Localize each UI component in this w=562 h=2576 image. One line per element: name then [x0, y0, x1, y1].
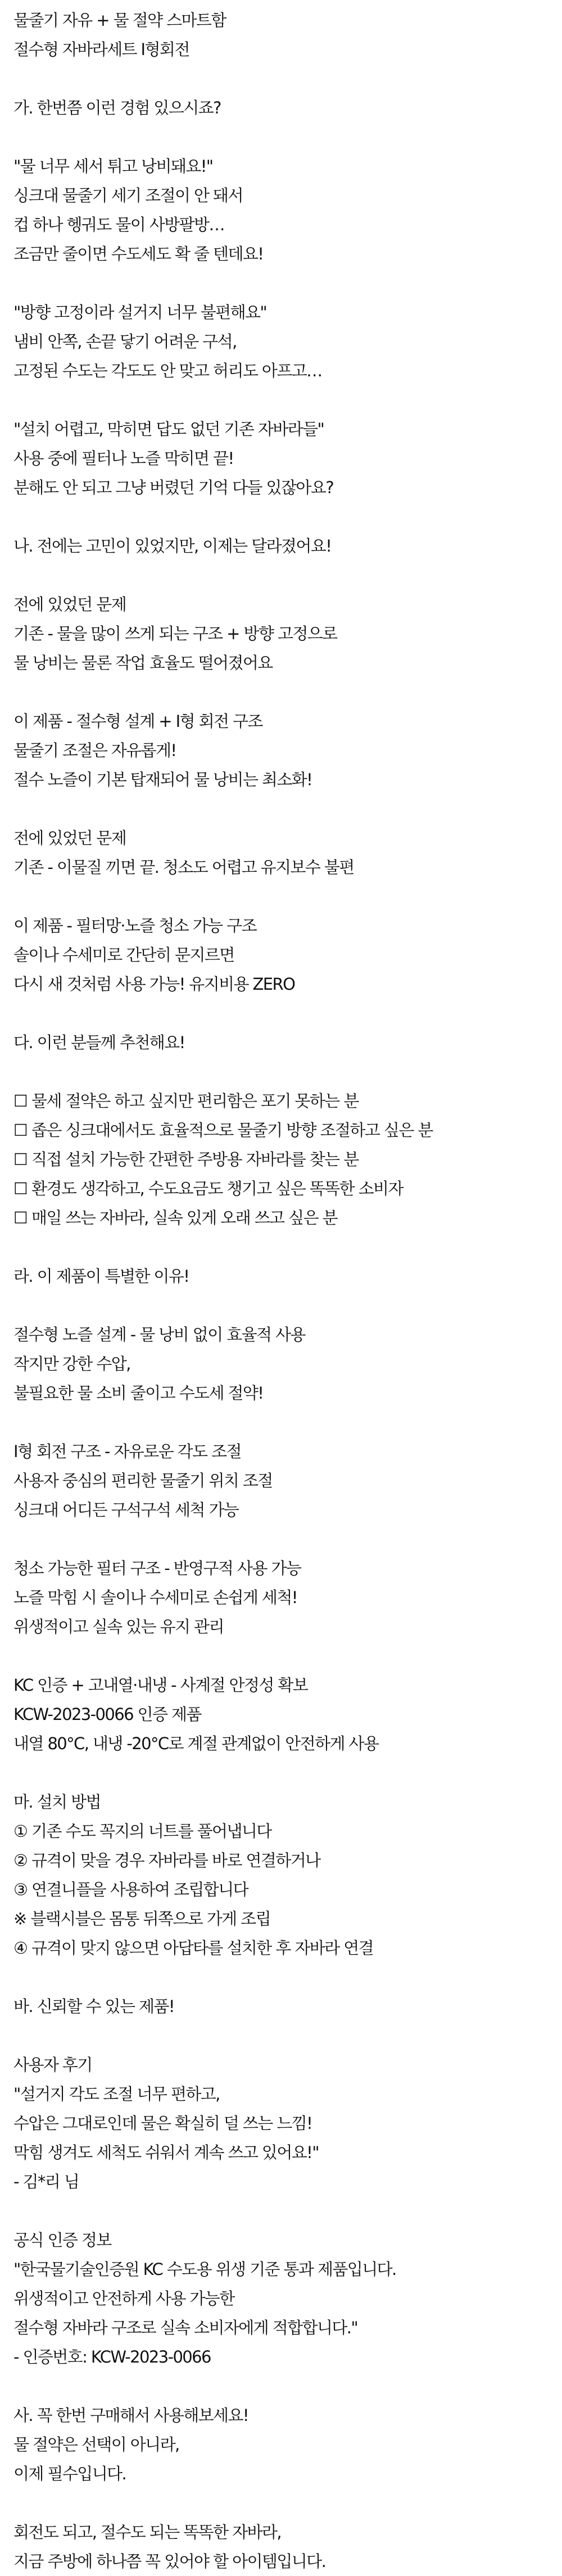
blank-line — [13, 2196, 562, 2225]
text-line: ☐ 환경도 생각하고, 수도요금도 챙기고 싶은 똑똑한 소비자 — [13, 1179, 403, 1198]
text-line: 절수형 자바라 구조로 실속 소비자에게 적합합니다." — [13, 2318, 358, 2337]
text-line: "한국물기술인증원 KC 수도용 위생 기준 통과 제품입니다. — [13, 2260, 396, 2279]
text-line: 작지만 강한 수압, — [13, 1354, 130, 1373]
text-line: 불필요한 물 소비 줄이고 수도세 절약! — [13, 1383, 264, 1403]
blank-line — [13, 794, 562, 823]
blank-line — [13, 882, 562, 911]
text-line: 싱크대 어디든 구석구석 세척 가능 — [13, 1500, 239, 1519]
text-line: 이제 필수입니다. — [13, 2464, 126, 2483]
text-line: 바. 신뢰할 수 있는 제품! — [13, 1997, 174, 2016]
text-line: 냄비 안쪽, 손끝 닿기 어려운 구석, — [13, 332, 237, 351]
blank-line — [13, 502, 562, 531]
blank-line — [13, 1963, 562, 1992]
blank-line — [13, 122, 562, 152]
text-line: 전에 있었던 문제 — [13, 595, 126, 614]
text-line: 위생적이고 실속 있는 유지 관리 — [13, 1617, 224, 1636]
blank-line — [13, 64, 562, 93]
text-line: 솔이나 수세미로 간단히 문지르면 — [13, 945, 234, 964]
text-line: ② 규격이 맞을 경우 자바라를 바로 연결하거나 — [13, 1851, 320, 1870]
text-line: ③ 연결니플을 사용하여 조립합니다 — [13, 1880, 248, 1899]
text-line: 위생적이고 안전하게 사용 가능한 — [13, 2289, 234, 2308]
text-line: ☐ 물세 절약은 하고 싶지만 편리함은 포기 못하는 분 — [13, 1091, 359, 1110]
blank-line — [13, 2021, 562, 2050]
blank-line — [13, 1641, 562, 1671]
blank-line — [13, 1524, 562, 1554]
text-line: 전에 있었던 문제 — [13, 829, 126, 848]
text-line: KCW-2023-0066 인증 제품 — [13, 1705, 201, 1724]
text-line: 다시 새 것처럼 사용 가능! 유지비용 ZERO — [13, 975, 295, 994]
blank-line — [13, 561, 562, 590]
text-line: 지금 주방에 하나쯤 꼭 있어야 할 아이템입니다. — [13, 2552, 326, 2571]
text-line: 청소 가능한 필터 구조 - 반영구적 사용 가능 — [13, 1559, 301, 1578]
blank-line — [13, 999, 562, 1028]
text-line: ① 기존 수도 꼭지의 너트를 풀어냅니다 — [13, 1822, 271, 1841]
text-line: 사용자 중심의 편리한 물줄기 위치 조절 — [13, 1471, 273, 1490]
text-line: ※ 블랙시블은 몸통 뒤쪽으로 가게 조립 — [13, 1909, 271, 1928]
text-line: 분해도 안 되고 그냥 버렸던 기억 다들 있잖아요? — [13, 478, 333, 497]
text-line: - 인증번호: KCW-2023-0066 — [13, 2347, 211, 2366]
text-line: 절수형 자바라세트 I형회전 — [13, 40, 189, 59]
blank-line — [13, 2372, 562, 2401]
text-line: 조금만 줄이면 수도세도 확 줄 텐데요! — [13, 244, 264, 263]
text-line: KC 인증 + 고내열·내냉 - 사계절 안정성 확보 — [13, 1676, 308, 1695]
text-line: 물줄기 자유 + 물 절약 스마트함 — [13, 11, 226, 30]
text-line: 물 절약은 선택이 아니라, — [13, 2435, 179, 2454]
text-line: 수압은 그대로인데 물은 확실히 덜 쓰는 느낌! — [13, 2114, 312, 2133]
text-line: 이 제품 - 필터망·노즐 청소 가능 구조 — [13, 916, 256, 935]
text-line: ☐ 직접 설치 가능한 간편한 주방용 자바라를 찾는 분 — [13, 1150, 359, 1169]
text-line: 기존 - 물을 많이 쓰게 되는 구조 + 방향 고정으로 — [13, 624, 337, 643]
text-line: 컵 하나 헹궈도 물이 사방팔방… — [13, 215, 224, 234]
text-line: 노즐 막힘 시 솔이나 수세미로 손쉽게 세척! — [13, 1588, 297, 1607]
blank-line — [13, 1758, 562, 1787]
text-line: 내열 80°C, 내냉 -20°C로 계절 관계없이 안전하게 사용 — [13, 1734, 379, 1753]
text-line: 가. 한번쯤 이런 경험 있으시죠? — [13, 98, 221, 117]
text-line: 막힘 생겨도 세척도 쉬워서 계속 쓰고 있어요!" — [13, 2143, 319, 2162]
blank-line — [13, 677, 562, 707]
text-line: 라. 이 제품이 특별한 이유! — [13, 1267, 189, 1286]
text-line: 절수형 노즐 설계 - 물 낭비 없이 효율적 사용 — [13, 1325, 305, 1344]
text-line: 사. 꼭 한번 구매해서 사용해보세요! — [13, 2406, 248, 2425]
blank-line — [13, 385, 562, 415]
text-line: - 김*리 님 — [13, 2172, 79, 2191]
text-line: 마. 설치 방법 — [13, 1792, 101, 1812]
text-line: 공식 인증 정보 — [13, 2231, 111, 2250]
text-line: 이 제품 - 절수형 설계 + I형 회전 구조 — [13, 712, 262, 731]
text-line: 물줄기 조절은 자유롭게! — [13, 741, 176, 760]
text-line: 싱크대 물줄기 세기 조절이 안 돼서 — [13, 186, 243, 205]
text-line: I형 회전 구조 - 자유로운 각도 조절 — [13, 1442, 241, 1461]
text-line: "물 너무 세서 튀고 낭비돼요!" — [13, 157, 213, 176]
blank-line — [13, 1291, 562, 1320]
text-line: 회전도 되고, 절수도 되는 똑똑한 자바라, — [13, 2523, 281, 2542]
text-line: 절수 노즐이 기본 탑재되어 물 낭비는 최소화! — [13, 770, 312, 789]
text-line: ☐ 좁은 싱크대에서도 효율적으로 물줄기 방향 조절하고 싶은 분 — [13, 1121, 433, 1140]
blank-line — [13, 1057, 562, 1086]
blank-line — [13, 268, 562, 298]
text-line: "방향 고정이라 설거지 너무 불편해요" — [13, 303, 267, 322]
text-line: "설치 어렵고, 막히면 답도 없던 기존 자바라들" — [13, 420, 324, 439]
text-line: ☐ 매일 쓰는 자바라, 실속 있게 오래 쓰고 싶은 분 — [13, 1208, 338, 1227]
text-line: 다. 이런 분들께 추천해요! — [13, 1033, 185, 1052]
text-line: "설거지 각도 조절 너무 편하고, — [13, 2085, 220, 2104]
text-line: 물 낭비는 물론 작업 효율도 떨어졌어요 — [13, 653, 273, 672]
text-line: ④ 규격이 맞지 않으면 아답타를 설치한 후 자바라 연결 — [13, 1938, 374, 1958]
blank-line — [13, 1408, 562, 1437]
blank-line — [13, 1232, 562, 1262]
text-line: 기존 - 이물질 끼면 끝. 청소도 어렵고 유지보수 불편 — [13, 858, 354, 877]
text-line: 사용 중에 필터나 노즐 막히면 끝! — [13, 449, 234, 468]
text-line: 나. 전에는 고민이 있었지만, 이제는 달라졌어요! — [13, 536, 332, 556]
text-line: 사용자 후기 — [13, 2055, 92, 2074]
blank-line — [13, 2488, 562, 2518]
text-line: 고정된 수도는 각도도 안 맞고 허리도 아프고… — [13, 361, 322, 380]
